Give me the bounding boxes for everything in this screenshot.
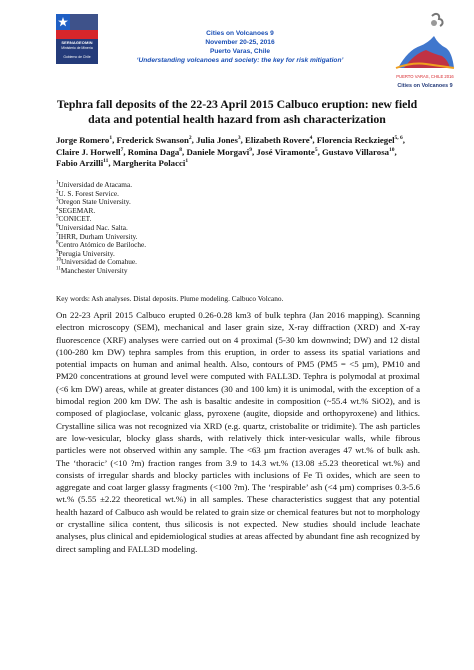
author-affiliation-number: 10 xyxy=(389,146,395,153)
affiliation-text: Universidad de Comahue. xyxy=(61,257,137,267)
affiliation xyxy=(56,207,416,216)
author-name: Claire J. Horwell xyxy=(56,146,121,157)
affiliation-text: Universidad Nac. Salta. xyxy=(58,222,128,232)
affiliation-number: 2 xyxy=(56,189,59,195)
author xyxy=(113,158,188,168)
affiliation-number: 10 xyxy=(56,257,61,263)
affiliation-number: 5 xyxy=(56,214,59,220)
author-name: Margherita Polacci xyxy=(112,158,186,169)
affiliation-number: 3 xyxy=(56,197,59,203)
author-affiliation-number: 1 xyxy=(109,135,113,142)
conference-tagline: ‘Understanding volcanoes and society: the key for risk mitigation’ xyxy=(136,57,344,64)
affiliation-text: SEGEMAR. xyxy=(58,205,96,215)
author xyxy=(196,135,245,145)
author-name: Frederick Swanson xyxy=(116,135,189,145)
affiliation-text: CONICET. xyxy=(58,214,92,224)
affiliation-number: 4 xyxy=(56,206,59,212)
affiliation-number: 8 xyxy=(56,240,59,246)
author-list xyxy=(56,135,420,170)
affiliation-text: Centro Atómico de Bariloche. xyxy=(58,240,147,250)
affiliation-number: 7 xyxy=(56,232,59,238)
author-name: Jorge Romero xyxy=(56,135,110,145)
author xyxy=(322,147,397,157)
author xyxy=(317,135,405,145)
affiliation-text: Manchester University xyxy=(60,265,128,275)
author-affiliation-number: 7 xyxy=(120,146,124,153)
conference-header xyxy=(130,29,350,65)
affiliation-text: IHRR, Durham University. xyxy=(58,231,138,241)
author-separator: , xyxy=(182,146,187,157)
author xyxy=(186,147,256,157)
author-affiliation-number: 2 xyxy=(188,135,192,142)
author-name: Fabio Arzilli xyxy=(56,158,104,169)
paper-title: Tephra fall deposits of the 22-23 April 2015 Calbuco eruption: new field data and potential health hazard from ash characterization xyxy=(56,97,418,126)
author-separator: , xyxy=(108,158,113,169)
author-separator: , xyxy=(191,135,197,145)
affiliation xyxy=(56,267,416,276)
author-affiliation-number: 5, 6 xyxy=(394,135,403,142)
conference-location: Puerto Varas, Chile xyxy=(209,48,271,55)
author-separator: , xyxy=(312,135,317,145)
author-separator: , xyxy=(394,146,397,157)
author-affiliation-number: 4 xyxy=(309,135,313,142)
author-name: Julia Jones xyxy=(196,135,238,145)
affiliation xyxy=(56,198,416,207)
affiliation-text: Perugia University. xyxy=(58,248,115,258)
logo-line-2: Ministerio de Minería xyxy=(61,46,93,50)
author-name: Gustavo Villarosa xyxy=(321,146,390,157)
author-name: Florencia Reckziegel xyxy=(316,135,395,145)
author-name: Daniele Morgavi xyxy=(186,146,250,157)
affiliation-text: U. S. Forest Service. xyxy=(58,188,119,198)
author-name: Elizabeth Rovere xyxy=(245,135,310,145)
author xyxy=(128,147,187,157)
author-separator: , xyxy=(240,135,246,145)
sernageomin-logo xyxy=(56,14,98,64)
logo-line-3: Gobierno de Chile xyxy=(63,55,91,59)
author-separator: , xyxy=(317,146,322,157)
affiliation-list xyxy=(56,181,416,276)
logo-line-1: SERNAGEOMIN xyxy=(61,40,93,45)
author-name: José Viramonte xyxy=(256,146,315,157)
affiliation-number: 6 xyxy=(56,223,59,229)
right-logo-line-1: PUERTO VARAS, CHILE 2016 xyxy=(396,74,454,79)
keywords: Key words: Ash analyses. Distal deposits. Plume modeling. Calbuco Volcano. xyxy=(56,294,284,303)
author-separator: , xyxy=(252,146,257,157)
author xyxy=(117,135,197,145)
author-affiliation-number: 9 xyxy=(249,146,252,153)
affiliation-number: 11 xyxy=(56,266,61,272)
abstract-body: On 22-23 April 2015 Calbuco erupted 0.26-0.28 km3 of bulk tephra (Jan 2016 mapping). Scanning electron microscopy (SEM), mechanical and laser grain size, X-ray diffraction (XRD) and X-ray fluorescence (XRF) analyses were carried out on 4 proximal (5-30 km downwind; DW) and 12 distal (100-280 km DW) tephra samples from this eruption, in order to assess its spatial variations and potential impacts on human and animal health. Also, contours of PM5 (PM5 = <5 µm), PM10 and PM20 concentrations at ground level were computed with FALL3D. Tephra is polymodal at proximal (<6 km DW) areas, while at greater distances (30 and 100 km) it is unimodal, with the exception of a bimodal region 200 km DW. The ash is basaltic andesite in composition (~55.4 wt.% SiO2), and is composed of plagioclase, volcanic glass, pyroxene (augite, diopside and orthopyroxene) and lithics. Crystalline silica was not recognized via XRD (e.g. quartz, cristobalite or tridimite). The ash particles are low-vesicular, blocky glass shards, with relatively thick inter-vesicular walls, while fibrous particles were not observed within any sample. The <63 µm fraction averages 47 wt.% of bulk ash. The ‘thoracic’ (<10 ?m) fraction ranges from 3.9 to 14.3 wt.% (13.08 ±5.23 theoretical wt.%) and consists of irregular shards and blocky particles with inclusions of Fe Ti oxides, which are seen to aggregate and coat larger glassy fragments (<100 ?m). The ‘respirable’ ash (<4 µm) comprises 0.3-5.6 wt.% (5.55 ±2.22 theoretical wt.%) in all samples. These characteristics suggest that any potential health hazard of Calbuco ash would be related to grain size or chemical features but not to morphology or crystalline silica content, thus silicosis is not expected. New studies should include leachate analyses, plus clinical and epidemiological studies at areas affected by abundant fine ash recognized by direct sampling and FALL3D modeling. xyxy=(56,310,420,554)
author-name: Romina Daga xyxy=(127,146,180,157)
volcano-icon xyxy=(396,14,454,68)
author xyxy=(256,147,322,157)
right-logo-line-2: Cities on Volcanoes 9 xyxy=(397,83,453,89)
author-affiliation-number: 11 xyxy=(103,158,109,165)
author-affiliation-number: 3 xyxy=(237,135,241,142)
author-separator: , xyxy=(123,146,128,157)
author xyxy=(56,135,117,145)
author-separator: , xyxy=(402,135,405,145)
author-affiliation-number: 8 xyxy=(179,146,183,153)
author xyxy=(245,135,317,145)
author xyxy=(56,147,128,157)
chile-flag-icon xyxy=(56,14,98,39)
author xyxy=(56,158,113,168)
affiliation-text: Universidad de Atacama. xyxy=(58,180,133,189)
author-affiliation-number: 5 xyxy=(314,146,318,153)
affiliation-text: Oregon State University. xyxy=(58,197,131,207)
affiliation-number: 1 xyxy=(56,180,59,186)
affiliation-number: 9 xyxy=(56,249,59,255)
author-affiliation-number: 1 xyxy=(185,158,189,165)
cities-on-volcanoes-logo xyxy=(392,10,458,96)
author-separator: , xyxy=(112,135,117,145)
conference-dates: November 20-25, 2016 xyxy=(205,39,275,46)
conference-title: Cities on Volcanoes 9 xyxy=(206,30,274,37)
